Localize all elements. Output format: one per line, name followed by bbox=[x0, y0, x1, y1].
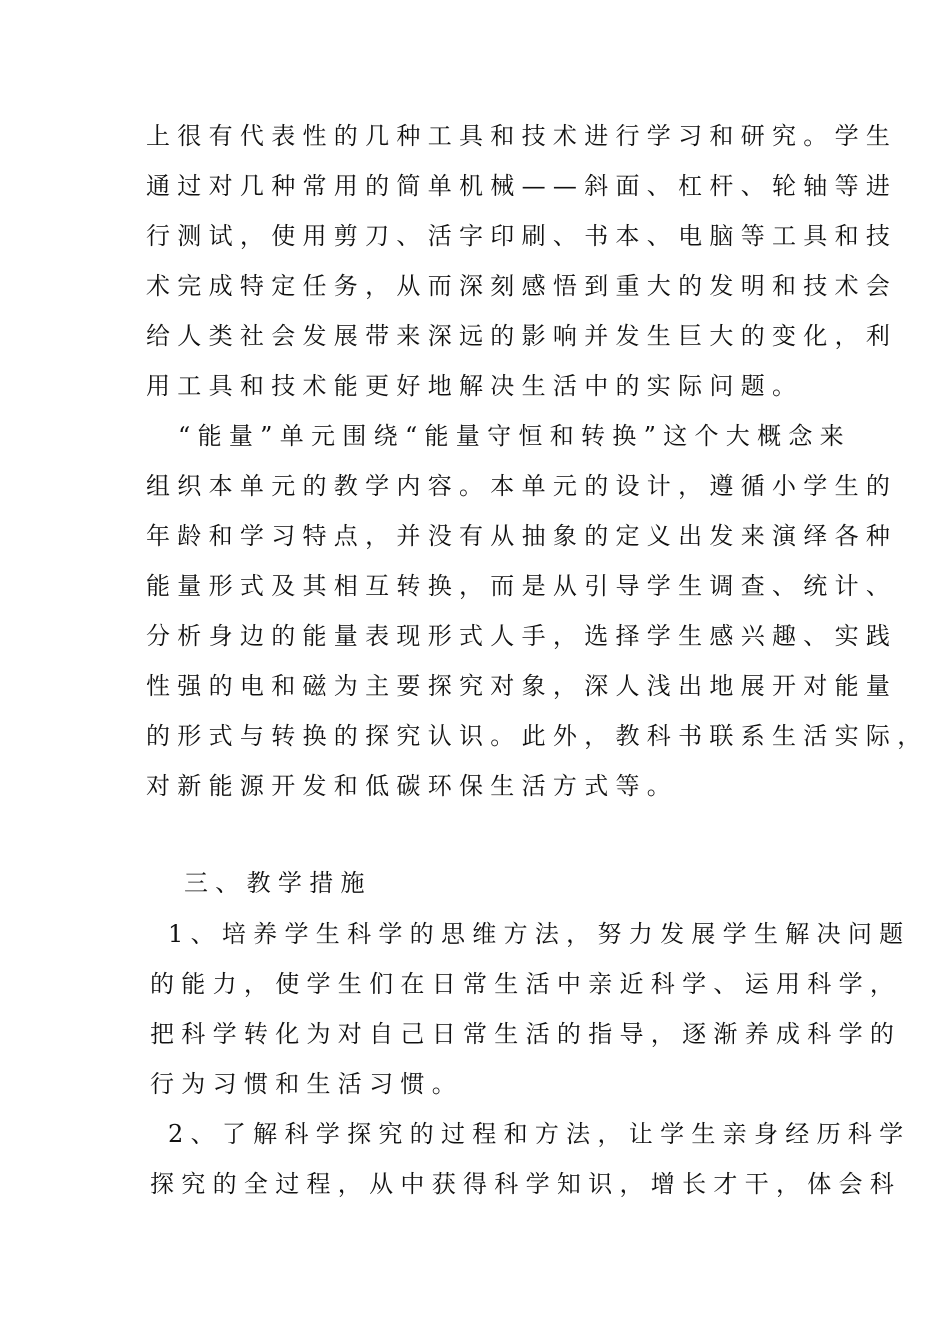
paragraph-line: 把科学转化为对自己日常生活的指导，逐渐养成科学的 bbox=[150, 1020, 902, 1048]
paragraph-line: 性强的电和磁为主要探究对象，深人浅出地展开对能量 bbox=[146, 672, 898, 700]
section-heading: 三、教学措施 bbox=[184, 869, 372, 897]
paragraph-line: 年龄和学习特点，并没有从抽象的定义出发来演绎各种 bbox=[146, 522, 898, 550]
paragraph-line: 用工具和技术能更好地解决生活中的实际问题。 bbox=[146, 372, 804, 400]
paragraph-line: 组织本单元的教学内容。本单元的设计，遵循小学生的 bbox=[146, 472, 898, 500]
paragraph-line: 通过对几种常用的简单机械——斜面、杠杆、轮轴等进 bbox=[146, 172, 898, 200]
paragraph-line: 行测试，使用剪刀、活字印刷、书本、电脑等工具和技 bbox=[146, 222, 898, 250]
paragraph-line: 对新能源开发和低碳环保生活方式等。 bbox=[146, 772, 679, 800]
paragraph-line: 分析身边的能量表现形式人手，选择学生感兴趣、实践 bbox=[146, 622, 898, 650]
paragraph-line: 2、了解科学探究的过程和方法，让学生亲身经历科学 bbox=[168, 1120, 911, 1148]
paragraph-line: “能量”单元围绕“能量守恒和转换”这个大概念来 bbox=[178, 422, 851, 450]
paragraph-line: 的能力，使学生们在日常生活中亲近科学、运用科学， bbox=[150, 970, 902, 998]
paragraph-line: 术完成特定任务，从而深刻感悟到重大的发明和技术会 bbox=[146, 272, 898, 300]
paragraph-line: 探究的全过程，从中获得科学知识，增长才干，体会科 bbox=[150, 1170, 902, 1198]
paragraph-line: 能量形式及其相互转换，而是从引导学生调查、统计、 bbox=[146, 572, 898, 600]
paragraph-line: 行为习惯和生活习惯。 bbox=[150, 1070, 463, 1098]
paragraph-line: 给人类社会发展带来深远的影响并发生巨大的变化，利 bbox=[146, 322, 898, 350]
paragraph-line: 上很有代表性的几种工具和技术进行学习和研究。学生 bbox=[146, 122, 898, 150]
paragraph-line: 1、培养学生科学的思维方法，努力发展学生解决问题 bbox=[168, 920, 911, 948]
paragraph-line: 的形式与转换的探究认识。此外，教科书联系生活实际， bbox=[146, 722, 929, 750]
